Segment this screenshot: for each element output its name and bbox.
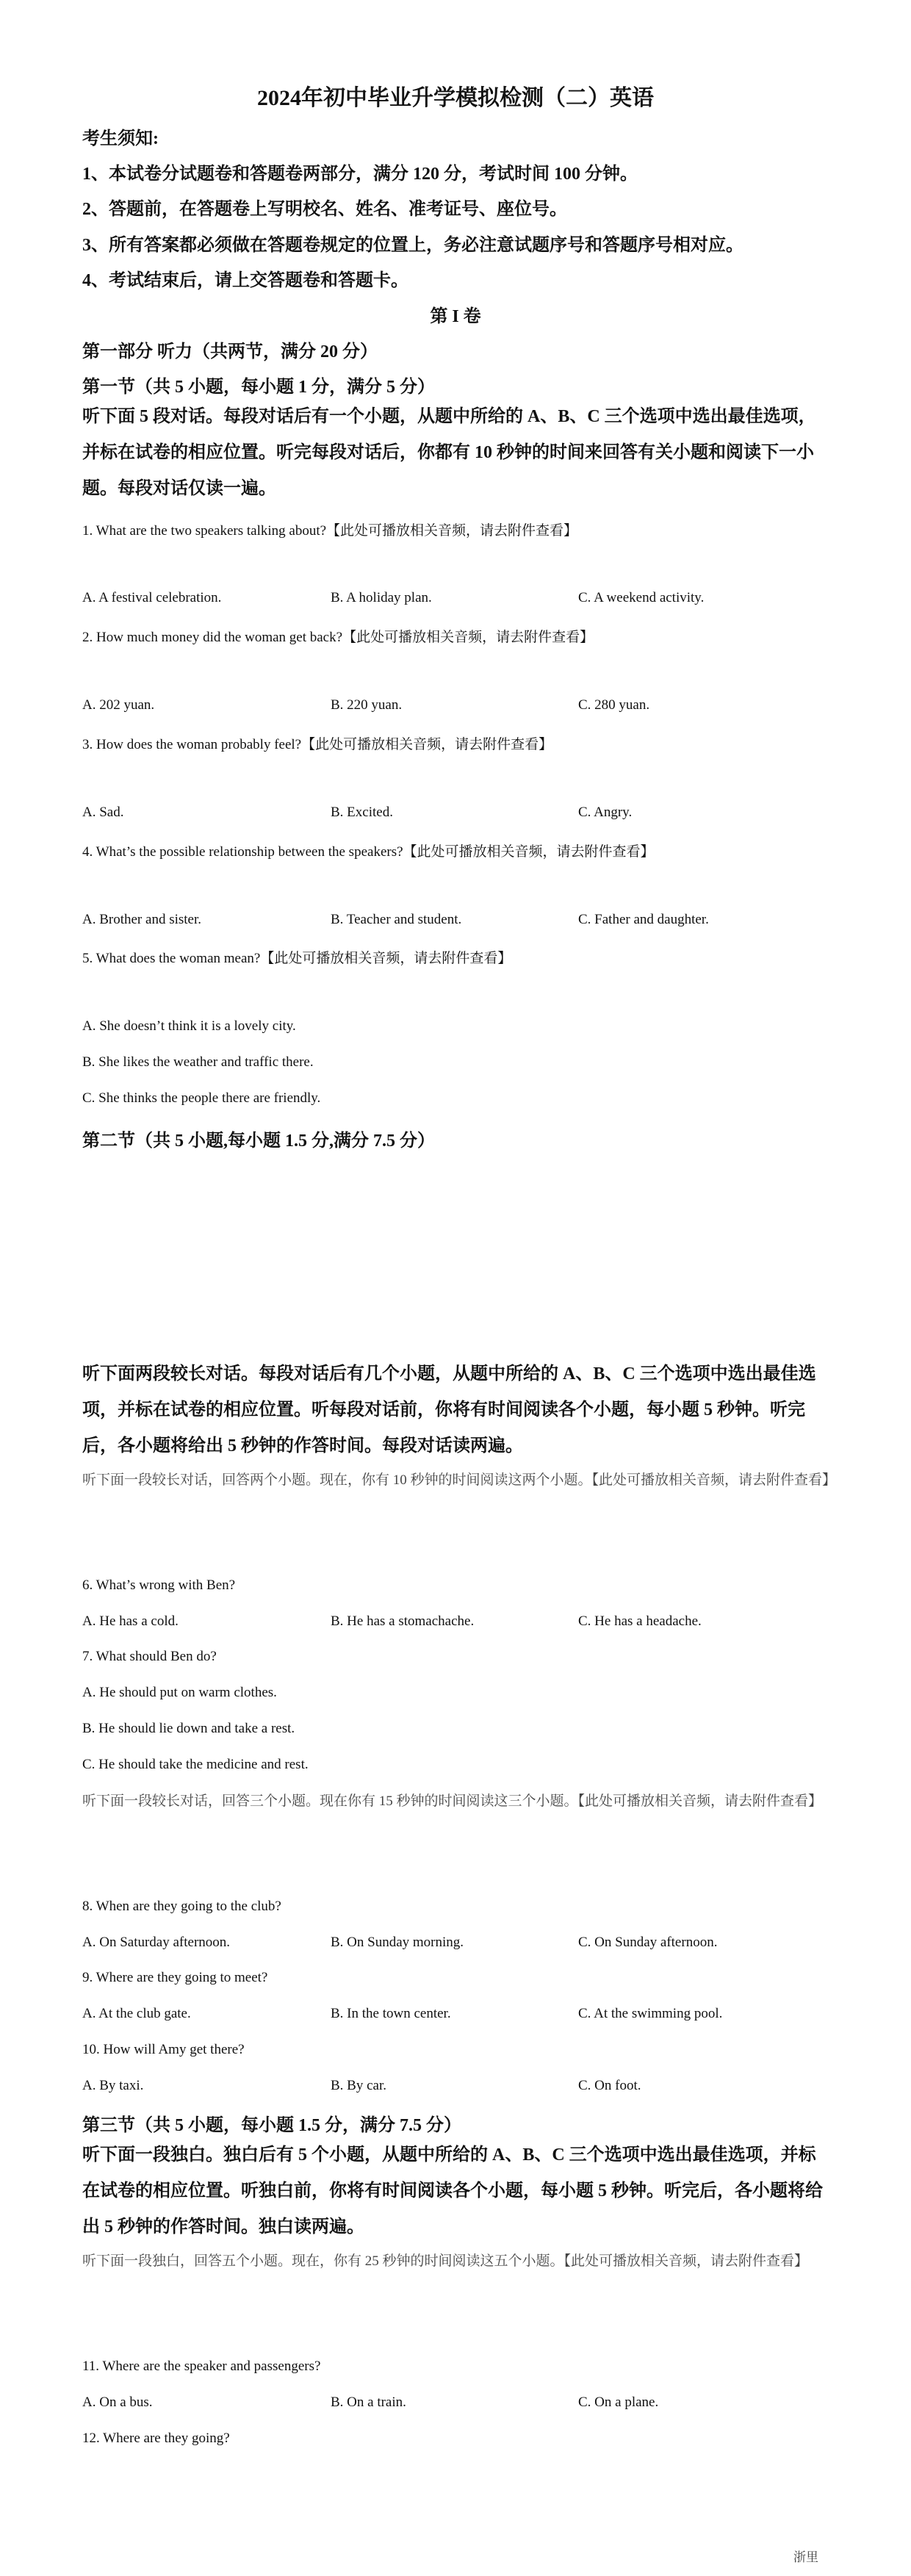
q4-option-a: A. Brother and sister.	[82, 912, 202, 927]
question-stem: 2. How much money did the woman get back?	[82, 630, 343, 645]
question-3	[82, 733, 552, 753]
section2-heading: 第二节（共 5 小题,每小题 1.5 分,满分 7.5 分）	[82, 1132, 435, 1151]
q7-option-c: C. He should take the medicine and rest.	[82, 1757, 309, 1772]
section2-instruction: 听下面两段较长对话。每段对话后有几个小题，从题中所给的 A、B、C 三个选项中选出最佳选项，并标在试卷的相应位置。听每段对话前，你将有时间阅读各个小题，每小题 5 秒钟。听完后，各小题将给出 5 秒钟的作答时间。每段对话读两遍。	[82, 1364, 816, 1456]
notice-item-4: 4、考试结束后，请上交答题卷和答题卡。	[82, 271, 408, 290]
q9-option-b: B. In the town center.	[331, 2006, 451, 2021]
dialogue1-intro: 听下面一段较长对话，回答两个小题。现在，你有 10 秒钟的时间阅读这两个小题。【此处可播放相关音频，请去附件查看】	[82, 1472, 837, 1488]
q6-option-c: C. He has a headache.	[578, 1613, 702, 1629]
notice-heading: 考生须知:	[82, 129, 159, 148]
question-stem: 4. What’s the possible relationship between the speakers?	[82, 844, 403, 860]
question-12: 12. Where are they going?	[82, 2431, 230, 2446]
q4-option-c: C. Father and daughter.	[578, 912, 709, 927]
part1-heading: 第一部分 听力（共两节，满分 20 分）	[82, 342, 378, 361]
q9-option-a: A. At the club gate.	[82, 2006, 191, 2021]
question-8: 8. When are they going to the club?	[82, 1899, 281, 1914]
section3-instruction: 听下面一段独白。独白后有 5 个小题，从题中所给的 A、B、C 三个选项中选出最佳选项，并标在试卷的相应位置。听独白前，你将有时间阅读各个小题，每小题 5 秒钟。听完后，各小题将给出 5 秒钟的作答时间。独白读两遍。	[82, 2145, 823, 2237]
question-stem: 3. How does the woman probably feel?	[82, 737, 302, 752]
audio-link[interactable]: 【此处可播放相关音频，请去附件查看】	[342, 630, 594, 645]
q10-option-b: B. By car.	[331, 2078, 386, 2093]
question-9: 9. Where are they going to meet?	[82, 1970, 268, 1985]
q1-option-b: B. A holiday plan.	[331, 590, 432, 605]
question-stem: 1. What are the two speakers talking about?	[82, 523, 327, 539]
page-title: 2024年初中毕业升学模拟检测（二）英语	[257, 86, 654, 110]
q8-option-c: C. On Sunday afternoon.	[578, 1935, 718, 1950]
notice-item-3: 3、所有答案都必须做在答题卷规定的位置上，务必注意试题序号和答题序号相对应。	[82, 236, 743, 255]
q1-option-a: A. A festival celebration.	[82, 590, 222, 605]
volume-heading: 第 I 卷	[430, 307, 481, 326]
q11-option-a: A. On a bus.	[82, 2395, 153, 2410]
audio-link[interactable]: 【此处可播放相关音频，请去附件查看】	[326, 523, 578, 539]
question-6: 6. What’s wrong with Ben?	[82, 1577, 236, 1593]
q7-option-b: B. He should lie down and take a rest.	[82, 1721, 295, 1736]
notice-item-2: 2、答题前，在答题卷上写明校名、姓名、准考证号、座位号。	[82, 200, 567, 219]
q6-option-b: B. He has a stomachache.	[331, 1613, 475, 1629]
question-stem: 5. What does the woman mean?	[82, 951, 261, 966]
dialogue2-intro: 听下面一段较长对话，回答三个小题。现在你有 15 秒钟的时间阅读这三个小题。【此处可播放相关音频，请去附件查看】	[82, 1794, 823, 1809]
question-5	[82, 947, 511, 967]
footer-region: 浙里	[793, 2550, 818, 2564]
q3-option-b: B. Excited.	[331, 805, 393, 820]
section1-heading: 第一节（共 5 小题，每小题 1 分，满分 5 分）	[82, 378, 435, 397]
q4-option-b: B. Teacher and student.	[331, 912, 462, 927]
notice-item-1: 1、本试卷分试题卷和答题卷两部分，满分 120 分，考试时间 100 分钟。	[82, 165, 638, 184]
audio-link[interactable]: 【此处可播放相关音频，请去附件查看】	[301, 737, 553, 752]
section1-instruction: 听下面 5 段对话。每段对话后有一个小题，从题中所给的 A、B、C 三个选项中选出最佳选项，并标在试卷的相应位置。听完每段对话后，你都有 10 秒钟的时间来回答有关小题和阅读下一小题。每段对话仅读一遍。	[82, 407, 816, 498]
q2-option-c: C. 280 yuan.	[578, 697, 650, 713]
question-1	[82, 519, 577, 539]
question-11: 11. Where are the speaker and passengers?	[82, 2359, 321, 2374]
q6-option-a: A. He has a cold.	[82, 1613, 179, 1629]
q9-option-c: C. At the swimming pool.	[578, 2006, 723, 2021]
section3-heading: 第三节（共 5 小题，每小题 1.5 分，满分 7.5 分）	[82, 2116, 461, 2135]
audio-link[interactable]: 【此处可播放相关音频，请去附件查看】	[260, 951, 512, 966]
q8-option-a: A. On Saturday afternoon.	[82, 1935, 231, 1950]
question-2	[82, 626, 594, 646]
q2-option-b: B. 220 yuan.	[331, 697, 403, 713]
q1-option-c: C. A weekend activity.	[578, 590, 705, 605]
q3-option-c: C. Angry.	[578, 805, 633, 820]
q11-option-b: B. On a train.	[331, 2395, 406, 2410]
q10-option-a: A. By taxi.	[82, 2078, 144, 2093]
question-7: 7. What should Ben do?	[82, 1649, 217, 1664]
q11-option-c: C. On a plane.	[578, 2395, 659, 2410]
q5-option-b: B. She likes the weather and traffic there.	[82, 1054, 314, 1070]
q3-option-a: A. Sad.	[82, 805, 124, 820]
question-10: 10. How will Amy get there?	[82, 2042, 245, 2057]
q7-option-a: A. He should put on warm clothes.	[82, 1685, 277, 1700]
question-4	[82, 841, 655, 860]
q10-option-c: C. On foot.	[578, 2078, 641, 2093]
q5-option-a: A. She doesn’t think it is a lovely city.	[82, 1018, 296, 1034]
monologue-intro: 听下面一段独白，回答五个小题。现在，你有 25 秒钟的时间阅读这五个小题。【此处可播放相关音频，请去附件查看】	[82, 2253, 809, 2269]
audio-link[interactable]: 【此处可播放相关音频，请去附件查看】	[403, 844, 655, 860]
q2-option-a: A. 202 yuan.	[82, 697, 155, 713]
q5-option-c: C. She thinks the people there are friendly.	[82, 1090, 321, 1106]
q8-option-b: B. On Sunday morning.	[331, 1935, 464, 1950]
